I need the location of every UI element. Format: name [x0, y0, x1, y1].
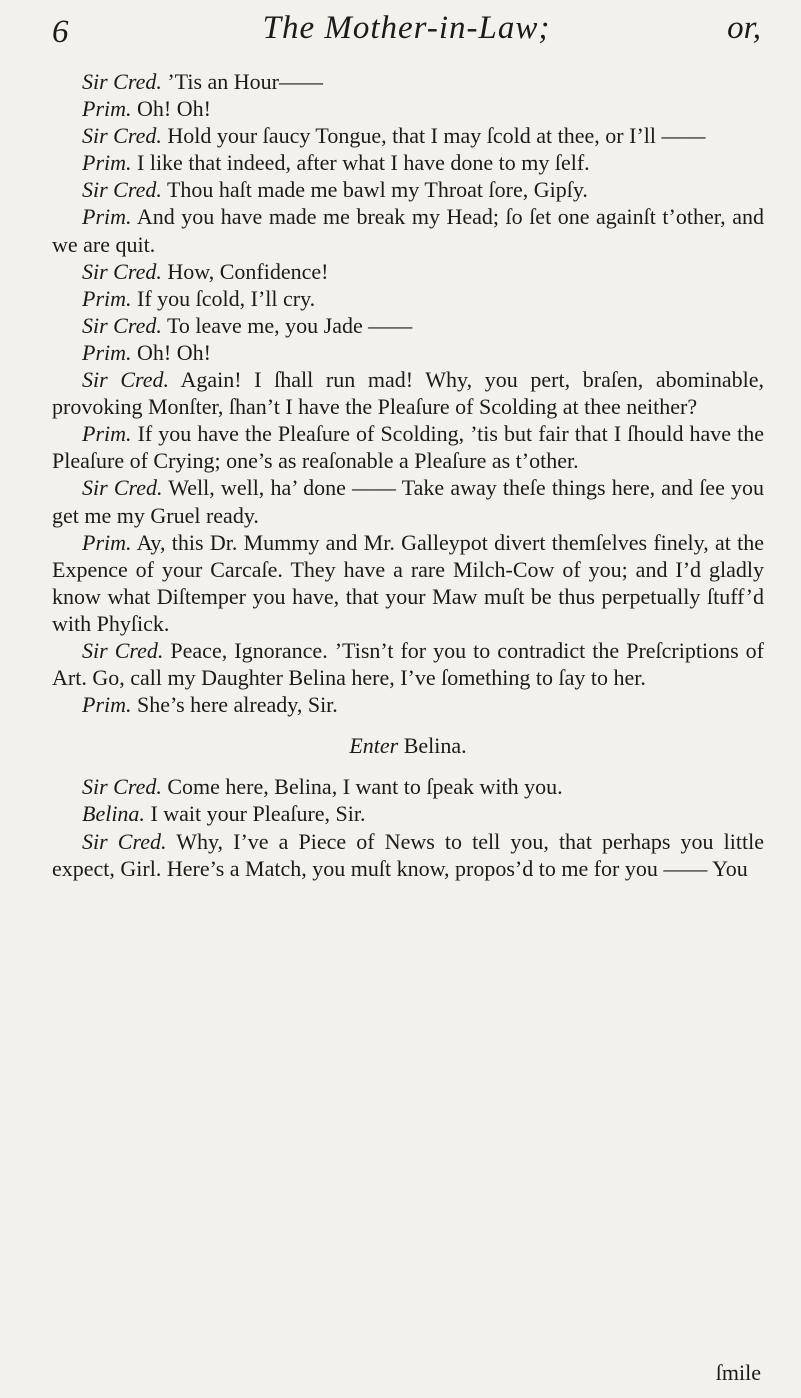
speech: ’Tis an Hour——	[167, 69, 324, 94]
speaker-name: Sir Cred.	[82, 177, 162, 203]
dialogue-text	[52, 68, 764, 882]
dialogue-line	[52, 176, 764, 203]
dialogue-line	[52, 529, 764, 637]
speaker-name: Sir Cred.	[82, 637, 164, 663]
dialogue-line	[52, 149, 764, 176]
speaker-name: Sir Cred.	[82, 774, 162, 800]
dialogue-line	[52, 366, 764, 420]
dialogue-line	[52, 312, 764, 339]
speaker-name: Prim.	[82, 150, 132, 176]
speaker-name: Prim.	[82, 421, 132, 447]
catchword: ſmile	[715, 1360, 761, 1385]
speech: How, Confidence!	[167, 258, 329, 284]
speech: I like that indeed, after what I have done to my ſelf.	[137, 150, 590, 176]
speaker-name: Sir Cred.	[82, 828, 167, 854]
dialogue-line	[52, 828, 764, 882]
page-number: 6	[52, 14, 69, 50]
stage-direction-name: Belina.	[403, 733, 467, 759]
speech: Well, well, ha’ done —— Take away theſe things here, and ſee you get me my Gruel ready.	[52, 475, 764, 528]
speech: And you have made me break my Head; ſo ſet one againſt t’other, and we are quit.	[52, 204, 764, 257]
speech: If you ſcold, I’ll cry.	[137, 285, 316, 311]
speaker-name: Sir Cred.	[82, 69, 162, 94]
speaker-name: Prim.	[82, 529, 132, 555]
dialogue-line	[52, 122, 764, 149]
dialogue-line	[52, 258, 764, 285]
speech: If you have the Pleaſure of Scolding, ’tis but fair that I ſhould have the Pleaſure of Crying; one’s as reaſonable a Pleaſure as t’other.	[52, 421, 765, 474]
speech: Why, I’ve a Piece of News to tell you, that perhaps you little expect, Girl. Here’s a Match, you muſt know, propos’d to me for you —— You	[52, 828, 764, 881]
dialogue-line	[52, 203, 764, 257]
speech: I wait your Pleaſure, Sir.	[150, 801, 366, 827]
dialogue-line	[52, 800, 764, 827]
speech: Ay, this Dr. Mummy and Mr. Galleypot divert themſelves finely, at the Expence of your Carcaſe. They have a rare Milch-Cow of you; and I’d gladly know what Diſtemper you have, that your Maw muſt be thus perpetually ſtuff’d with Phyſick.	[52, 529, 764, 636]
speech: Again! I ſhall run mad! Why, you pert, braſen, abominable, provoking Monſter, ſhan’t I have the Pleaſure of Scolding at thee neither?	[52, 367, 764, 420]
speech: Come here, Belina, I want to ſpeak with you.	[167, 774, 563, 800]
speaker-name: Sir Cred.	[82, 312, 162, 338]
speaker-name: Prim.	[82, 692, 132, 718]
running-title: The Mother-in-Law;	[262, 10, 551, 46]
dialogue-line	[52, 339, 764, 366]
speaker-name: Sir Cred.	[82, 475, 163, 501]
speaker-name: Sir Cred.	[82, 123, 162, 149]
stage-direction-enter: Enter	[349, 733, 399, 759]
speech: Peace, Ignorance. ’Tisn’t for you to contradict the Preſcriptions of Art. Go, call my Daughter Belina here, I’ve ſomething to ſay to her.	[52, 637, 764, 691]
speaker-name: Prim.	[82, 339, 132, 365]
stage-direction	[52, 732, 764, 759]
dialogue-line	[52, 637, 764, 691]
dialogue-line	[52, 68, 764, 95]
speech: Thou haſt made me bawl my Throat ſore, Gipſy.	[166, 177, 588, 203]
running-title-tail: or,	[727, 10, 761, 46]
dialogue-line	[52, 773, 764, 800]
page-header	[52, 10, 761, 60]
speech: Oh! Oh!	[137, 96, 211, 122]
speaker-name: Sir Cred.	[82, 258, 162, 284]
dialogue-line	[52, 420, 764, 474]
dialogue-line	[52, 691, 764, 718]
dialogue-line	[52, 285, 764, 312]
speech: To leave me, you Jade ——	[166, 312, 413, 338]
dialogue-line	[52, 474, 764, 528]
speech: She’s here already, Sir.	[137, 692, 338, 718]
speaker-name: Prim.	[82, 96, 132, 122]
speaker-name: Prim.	[82, 285, 132, 311]
speaker-name: Sir Cred.	[82, 367, 169, 393]
dialogue-line	[52, 95, 764, 122]
speaker-name: Prim.	[82, 204, 132, 230]
speaker-name: Belina.	[82, 801, 145, 827]
speech: Hold your ſaucy Tongue, that I may ſcold at thee, or I’ll ——	[167, 123, 706, 149]
speech: Oh! Oh!	[137, 339, 211, 365]
